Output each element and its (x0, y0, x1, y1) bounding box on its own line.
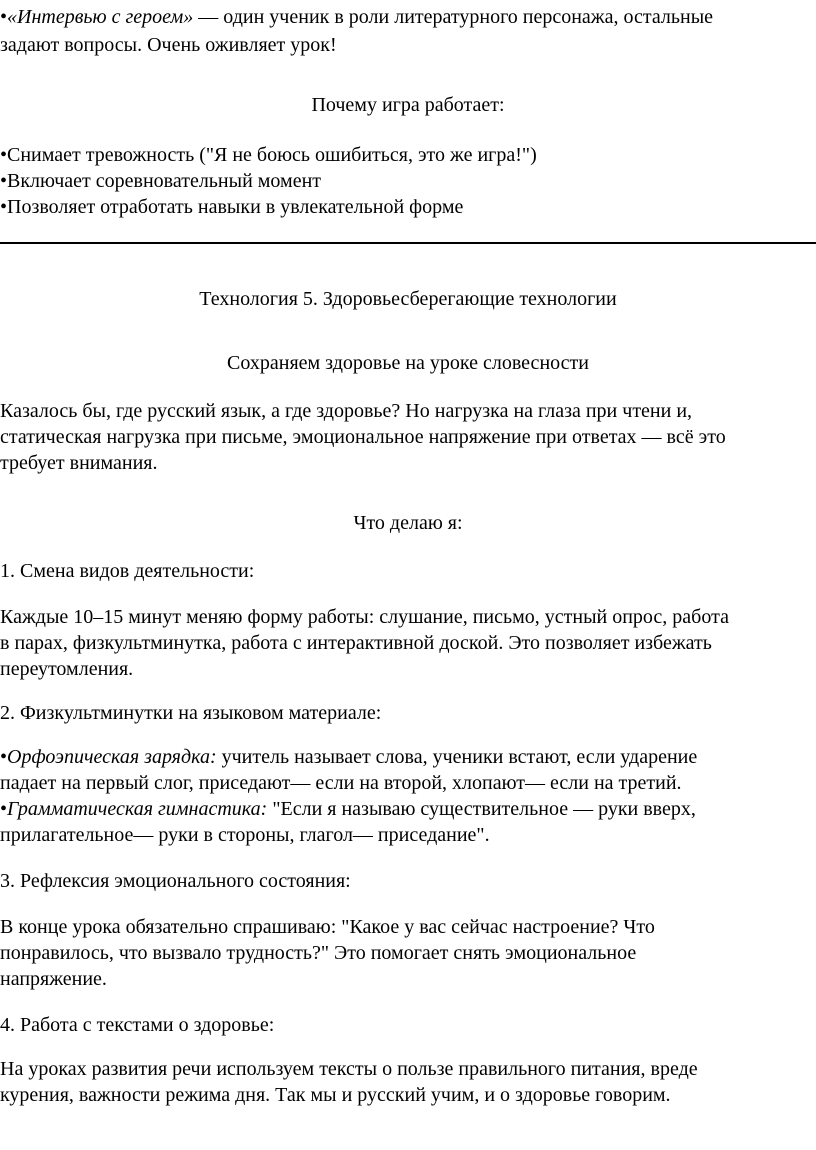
intro-line-3: требует внимания. (0, 452, 158, 474)
s4-heading: 4. Работа с текстами о здоровье: (0, 1014, 275, 1036)
section-subtitle: Сохраняем здоровье на уроке словесности (227, 352, 589, 374)
bullet-icon: • (0, 746, 8, 768)
what-i-do-heading: Что делаю я: (353, 512, 463, 534)
s3-line-2: понравилось, что вызвало трудность?" Это помогает снять эмоциональное (0, 942, 637, 964)
s4-line-2: курения, важности режима дня. Так мы и русский учим, и о здоровье говорим. (0, 1084, 671, 1106)
bullet-icon: • (0, 6, 8, 28)
section-title: Технология 5. Здоровьесберегающие технологии (199, 288, 617, 310)
s2-item-2-text: "Если я называю существительное — руки вверх, (267, 798, 696, 820)
bullet-icon: • (0, 798, 8, 820)
why-game-bullet-1: •Снимает тревожность ("Я не боюсь ошибиться, это же игра!") (0, 144, 537, 166)
s2-item-1-text: учитель называет слова, ученики встают, если ударение (216, 746, 698, 768)
interview-term: «Интервью с героем» (7, 6, 194, 28)
why-game-heading: Почему игра работает: (311, 94, 505, 116)
s1-line-1: Каждые 10–15 минут меняю форму работы: слушание, письмо, устный опрос, работа (0, 606, 729, 628)
interview-line-2: задают вопросы. Очень оживляет урок! (0, 34, 337, 56)
s3-line-1: В конце урока обязательно спрашиваю: "Какое у вас сейчас настроение? Что (0, 916, 655, 938)
s1-line-3: переутомления. (0, 658, 134, 680)
s2-item-2 (0, 796, 696, 822)
s2-item-1-term: Орфоэпическая зарядка: (7, 746, 217, 768)
interview-line-1 (0, 4, 713, 30)
why-game-bullet-2: •Включает соревновательный момент (0, 170, 322, 192)
s1-heading: 1. Смена видов деятельности: (0, 560, 255, 582)
intro-line-2: статическая нагрузка при письме, эмоциональное напряжение при ответах — всё это (0, 426, 726, 448)
s2-item-2-term: Грамматическая гимнастика: (7, 798, 268, 820)
s4-line-1: На уроках развития речи используем тексты о пользе правильного питания, вреде (0, 1058, 698, 1080)
s2-heading: 2. Физкультминутки на языковом материале: (0, 702, 382, 724)
s3-heading: 3. Рефлексия эмоционального состояния: (0, 870, 351, 892)
why-game-bullet-3: •Позволяет отработать навыки в увлекательной форме (0, 196, 464, 218)
s3-line-3: напряжение. (0, 968, 107, 990)
section-divider (0, 242, 816, 244)
s1-line-2: в парах, физкультминутка, работа с интерактивной доской. Это позволяет избежать (0, 632, 712, 654)
s2-item-1 (0, 744, 697, 770)
s2-item-1-line-2: падает на первый слог, приседают— если на второй, хлопают— если на третий. (0, 772, 682, 794)
intro-line-1: Казалось бы, где русский язык, а где здоровье? Но нагрузка на глаза при чтени и, (0, 400, 693, 422)
s2-item-2-line-2: прилагательное— руки в стороны, глагол— приседание". (0, 824, 490, 846)
interview-text: — один ученик в роли литературного персонажа, остальные (193, 6, 714, 28)
